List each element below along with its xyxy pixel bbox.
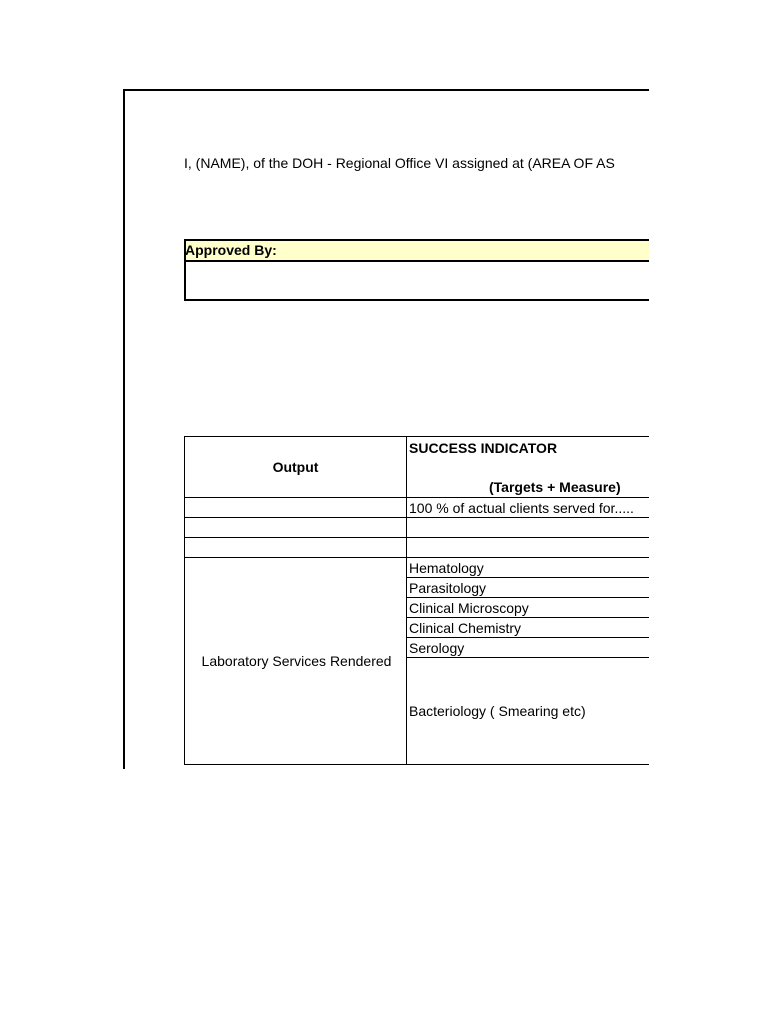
indicator-cell <box>407 518 650 538</box>
table-row <box>185 518 650 538</box>
indicator-cell: Serology <box>407 638 650 658</box>
indicator-cell: Clinical Microscopy <box>407 598 650 618</box>
header-success-indicator <box>407 437 650 498</box>
indicator-cell: Bacteriology ( Smearing etc) <box>407 658 650 765</box>
table-row <box>185 558 650 578</box>
approved-by-label: Approved By: <box>185 242 277 258</box>
header-indicator-title: SUCCESS INDICATOR <box>409 440 558 456</box>
output-cell <box>185 538 407 558</box>
table-row <box>185 498 650 518</box>
indicator-cell: Parasitology <box>407 578 650 598</box>
indicator-cell <box>407 538 650 558</box>
indicator-cell: 100 % of actual clients served for..... <box>407 498 650 518</box>
table-row <box>185 538 650 558</box>
header-output: Output <box>185 437 407 498</box>
laboratory-output-cell: Laboratory Services Rendered <box>185 558 407 765</box>
output-cell <box>185 518 407 538</box>
indicator-cell: Clinical Chemistry <box>407 618 650 638</box>
performance-table <box>184 436 649 765</box>
indicator-cell: Hematology <box>407 558 650 578</box>
table-header-row <box>185 437 650 498</box>
approved-by-divider <box>184 260 649 262</box>
output-cell <box>185 498 407 518</box>
commitment-statement: I, (NAME), of the DOH - Regional Office VI assigned at (AREA OF AS <box>184 155 615 171</box>
header-indicator-subtitle: (Targets + Measure) <box>489 479 621 495</box>
